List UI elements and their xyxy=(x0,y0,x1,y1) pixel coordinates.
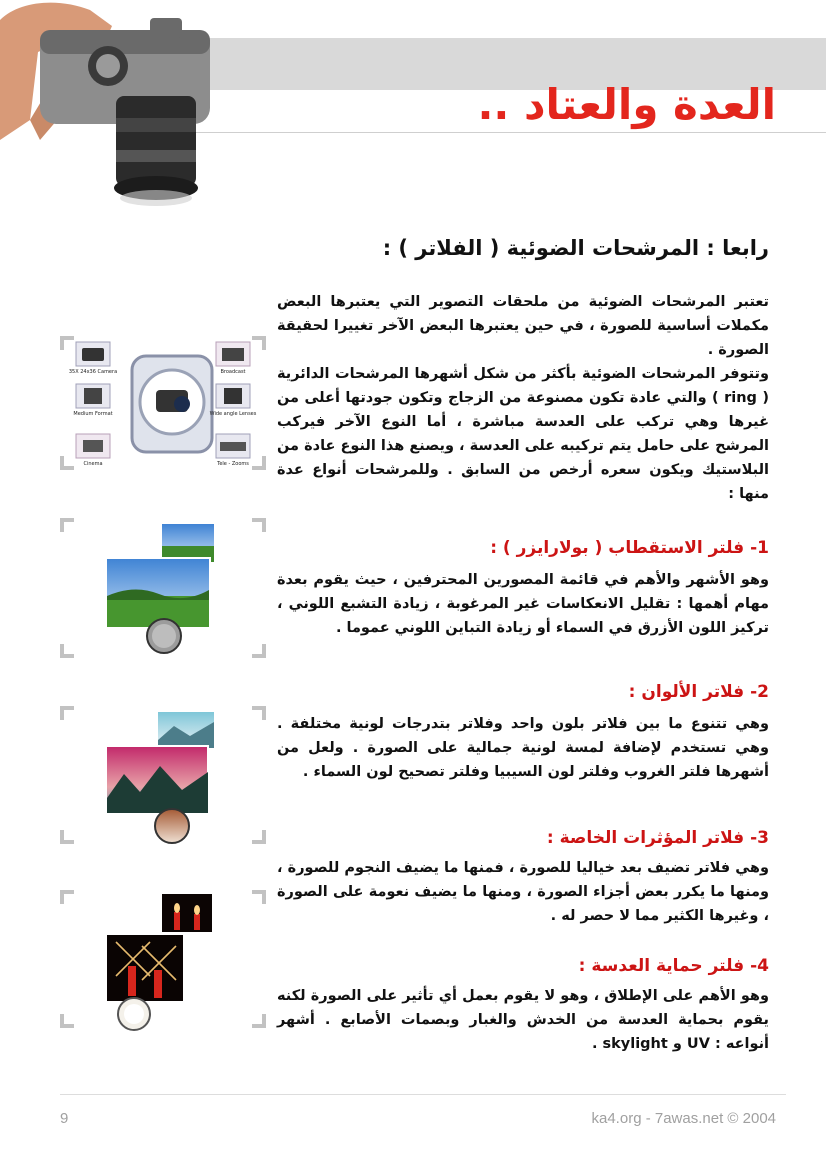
format-label: Tele - Zooms xyxy=(217,461,249,467)
color-filter-example-photo xyxy=(104,712,226,846)
format-icon-medium xyxy=(73,384,112,417)
format-label: 35X 24x36 Camera xyxy=(68,369,118,375)
frame-corner xyxy=(60,336,74,350)
format-label: Cinema xyxy=(83,461,103,467)
format-icon-35mm xyxy=(69,342,117,375)
filter-4-text: وهو الأهم على الإطلاق ، وهو لا يقوم بعمل أي تأثير على الصورة لكنه يقوم بحماية العدسة من الخدش والغبار وبصمات الأصابع . أشهر أنواعه : UV و skylight . xyxy=(277,988,769,1052)
frame-corner xyxy=(60,644,74,658)
filter-2-heading: 2- فلاتر الألوان : xyxy=(628,682,769,702)
frame-corner xyxy=(252,830,266,844)
header-divider xyxy=(140,132,826,133)
frame-corner xyxy=(60,706,74,720)
star-filter-example-photo xyxy=(104,894,226,1034)
page-number: 9 xyxy=(60,1110,69,1127)
format-icon-tele xyxy=(216,434,250,467)
format-icon-cinema xyxy=(76,434,110,467)
filter-3-heading: 3- فلاتر المؤثرات الخاصة : xyxy=(546,828,769,848)
filter-1-heading: 1- فلتر الاستقطاب ( بولارايزر ) : xyxy=(490,538,769,558)
frame-corner xyxy=(60,1014,74,1028)
footer-divider xyxy=(60,1094,786,1095)
filter-1-text: وهو الأشهر والأهم في قائمة المصورين المحترفين ، حيث يقوم بعدة مهام أهمها : تقليل الانعكاسات غير المرغوبة ، زيادة التشبع اللوني ، تركيز اللون الأزرق في السماء أو زيادة التباين اللوني عموما . xyxy=(277,572,769,636)
footer-credit: ka4.org - 7awas.net © 2004 xyxy=(591,1110,776,1127)
frame-corner xyxy=(252,518,266,532)
frame-corner xyxy=(60,830,74,844)
frame-corner xyxy=(252,890,266,904)
format-icon-broadcast xyxy=(216,342,250,375)
frame-corner xyxy=(252,644,266,658)
filter-formats-diagram xyxy=(68,342,257,468)
frame-corner xyxy=(252,706,266,720)
frame-corner xyxy=(60,518,74,532)
format-icon-wide xyxy=(210,384,257,417)
frame-corner xyxy=(252,1014,266,1028)
section-heading: رابعا : المرشحات الضوئية ( الفلاتر ) : xyxy=(382,236,769,260)
frame-corner xyxy=(252,336,266,350)
format-label: Wide angle Lenses xyxy=(209,411,257,417)
frame-corner xyxy=(60,456,74,470)
intro-paragraph-1: تعتبر المرشحات الضوئية من ملحقات التصوير التي يعتبرها البعض مكملات أساسية للصورة ، في حين يعتبرها البعض الآخر تغييرا لحقيقة الصورة . xyxy=(277,294,769,358)
filter-2-text: وهي تتنوع ما بين فلاتر بلون واحد وفلاتر بتدرجات لونية مختلفة . وهي تستخدم لإضافة لمسة لونية جمالية على الصورة . ولعل من أشهرها فلتر الغروب وفلتر لون السيبيا وفلتر تصحيح لون السماء . xyxy=(277,716,769,780)
frame-corner xyxy=(252,456,266,470)
intro-text xyxy=(277,290,769,506)
frame-corner xyxy=(60,890,74,904)
format-label: Medium Format xyxy=(73,411,113,417)
intro-paragraph-2: وتتوفر المرشحات الضوئية بأكثر من شكل أشهرها المرشحات الدائرية ( ring ) والتي عادة تكون مصنوعة من الزجاج وتكون جودتها أعلى من غيرها وهي تركب على العدسة مباشرة ، أما النوع الآخر فيركب المرشح على حامل يتم تركيبه على العدسة ، ويصنع هذا النوع عادة من البلاستيك ويكون سعره أرخص من السابق . وللمرشحات أنواع عدة منها : xyxy=(277,366,769,502)
camera-photo xyxy=(0,0,240,210)
filter-4-heading: 4- فلتر حماية العدسة : xyxy=(578,956,769,976)
format-label: Broadcast xyxy=(220,369,246,375)
page-title: العدة والعتاد .. xyxy=(477,80,776,129)
filter-3-text: وهي فلاتر تضيف بعد خياليا للصورة ، فمنها ما يضيف النجوم للصورة ، ومنها ما يكرر بعض أجزاء الصورة ، ومنها ما يضيف نعومة على الصورة ، وغيرها الكثير مما لا حصر له . xyxy=(277,860,769,924)
polarizer-example-photo xyxy=(104,524,226,656)
